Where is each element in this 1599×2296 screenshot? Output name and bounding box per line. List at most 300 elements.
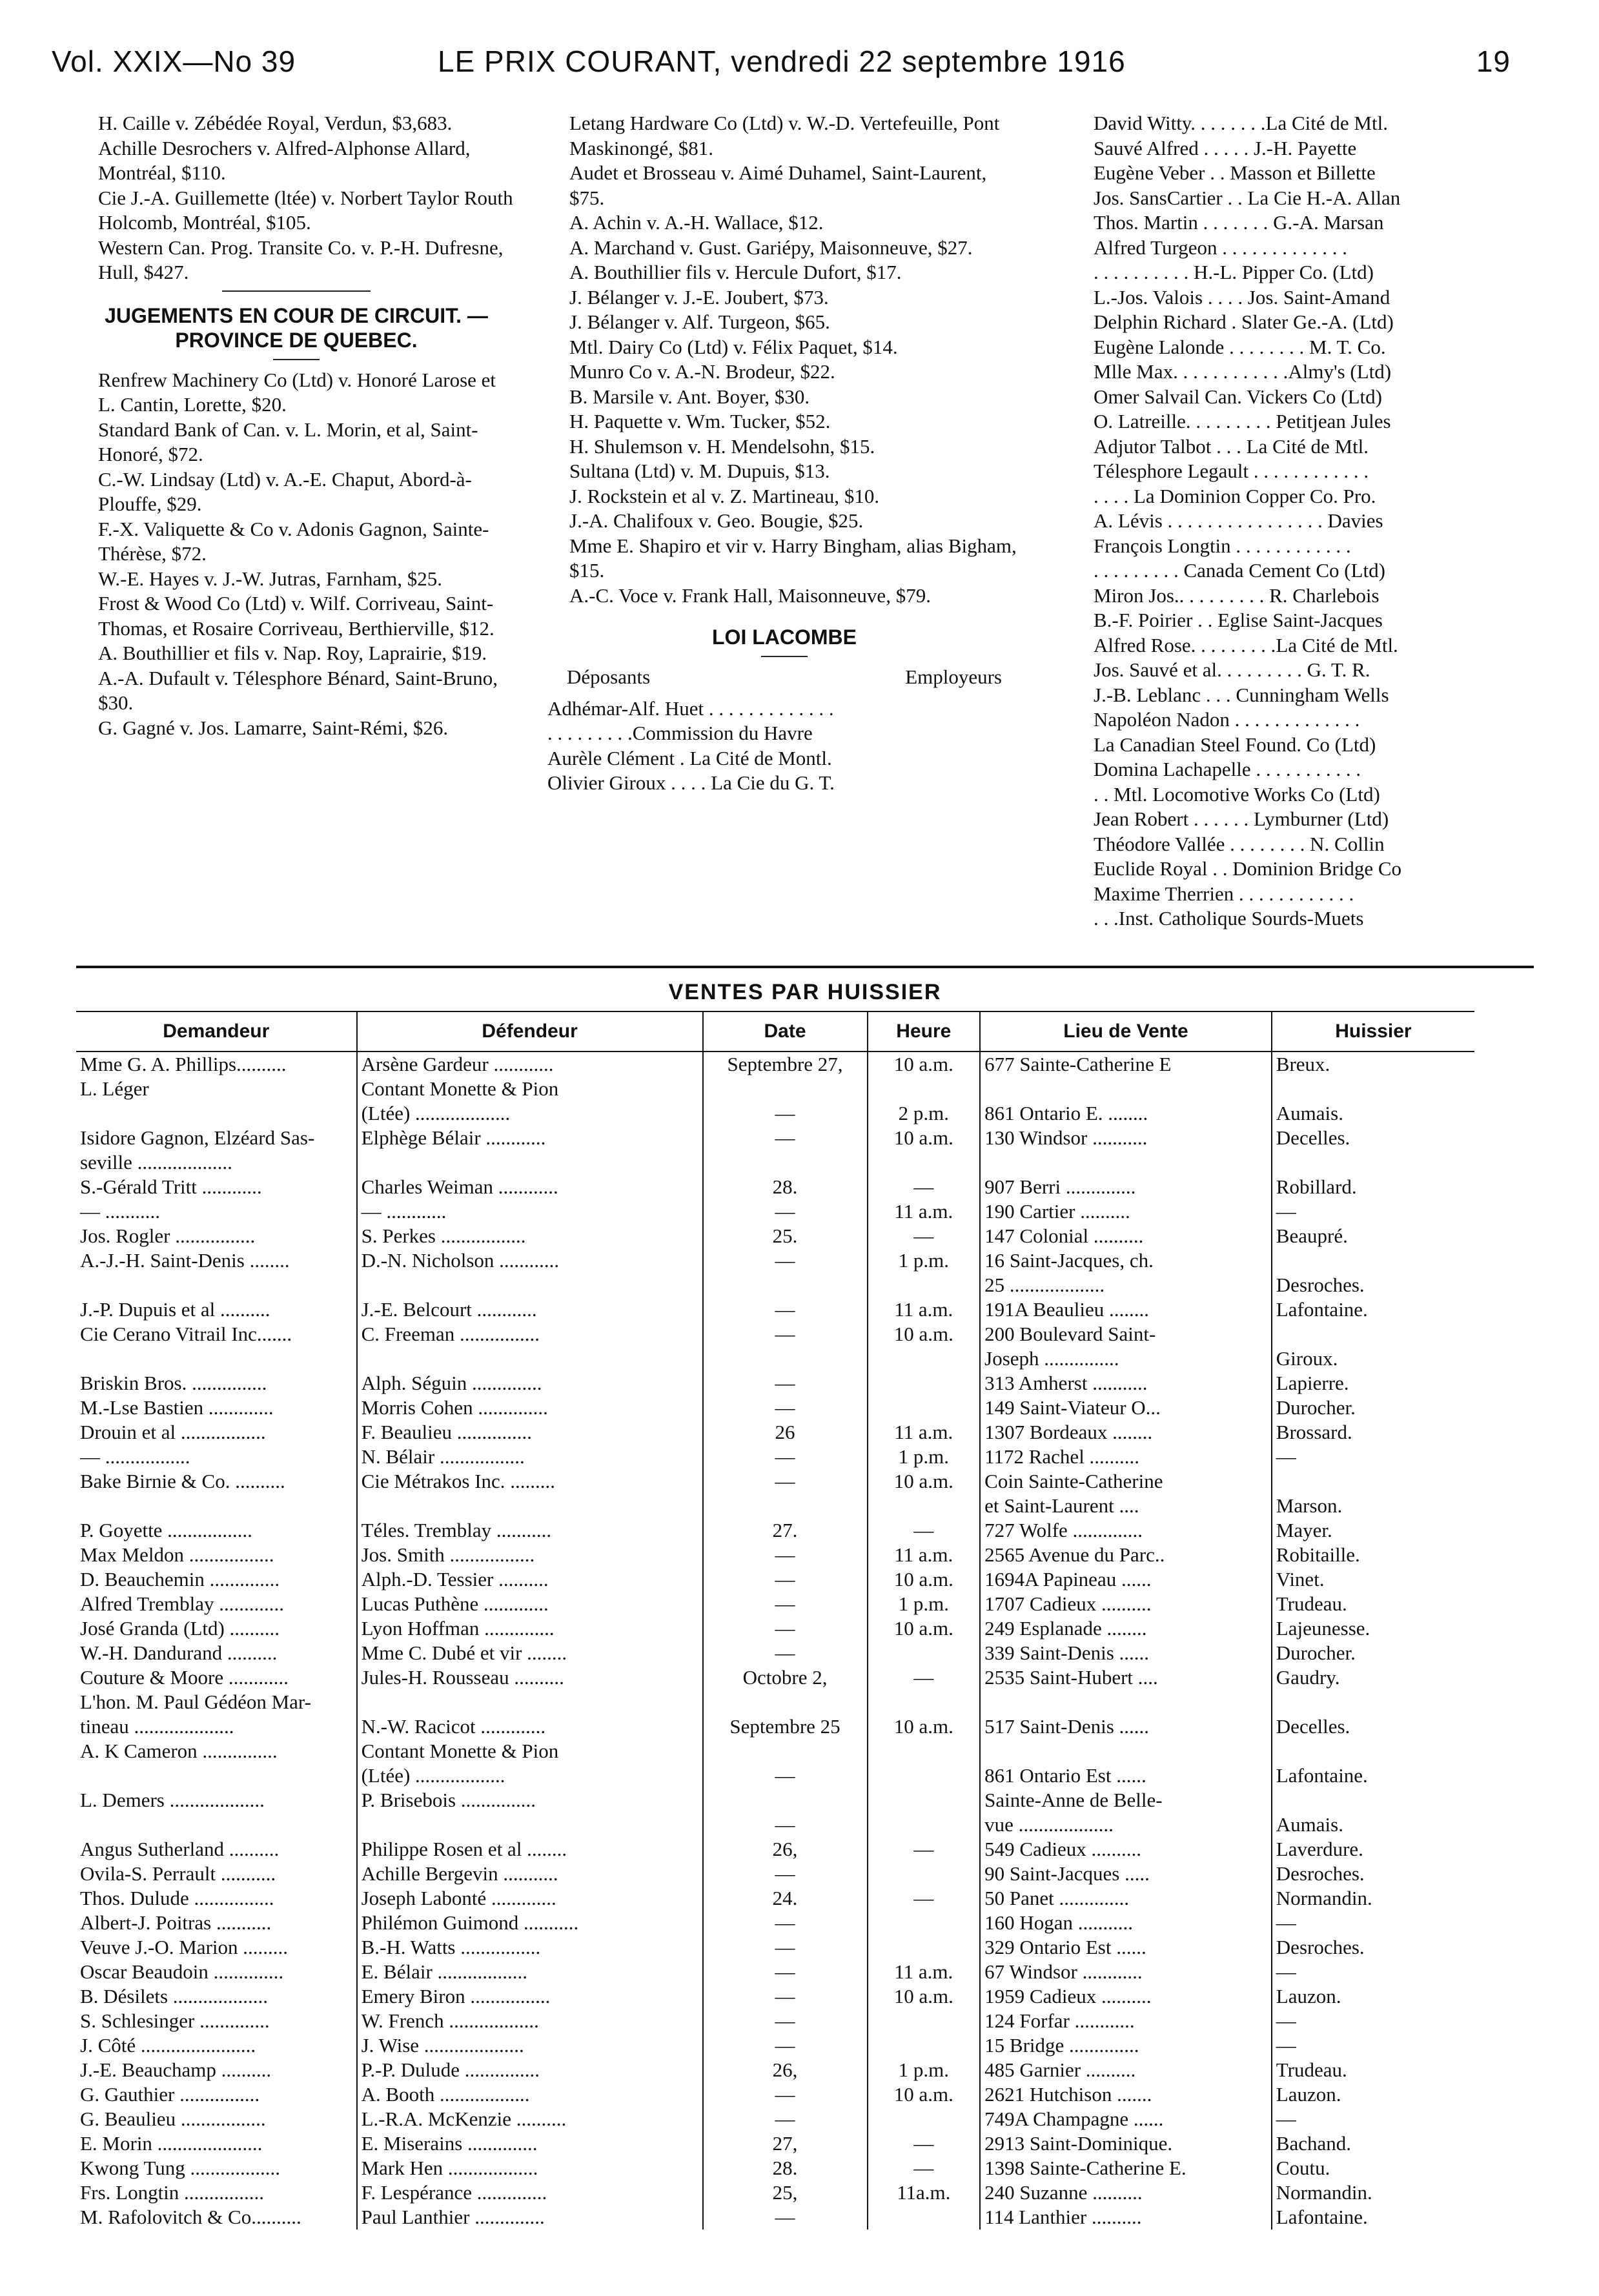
cell-defendeur: W. French .................. [357, 2009, 703, 2033]
header-demandeur: Demandeur [76, 1011, 357, 1051]
cell-defendeur [357, 1150, 703, 1175]
cell-heure: 1 p.m. [868, 1592, 981, 1616]
list-item: Jos. Sauvé et al. . . . . . . . . G. T. R. [1094, 658, 1370, 681]
cell-date: — [703, 1616, 868, 1641]
cell-defendeur: S. Perkes ................. [357, 1224, 703, 1248]
cell-heure: 10 a.m. [868, 2082, 981, 2107]
cell-huissier: Aumais. [1272, 1101, 1474, 1126]
cell-date: Septembre 25 [703, 1714, 868, 1739]
cell-date: — [703, 2082, 868, 2107]
cell-defendeur: (Ltée) .................. [357, 1763, 703, 1788]
list-item: Omer Salvail Can. Vickers Co (Ltd) [1094, 385, 1382, 408]
list-item: Renfrew Machinery Co (Ltd) v. Honoré Larose et L. Cantin, Lorette, $20. [98, 368, 496, 416]
cell-demandeur: G. Beaulieu ................. [80, 2108, 266, 2130]
cell-date: Octobre 2, [703, 1665, 868, 1690]
cell-demandeur: Angus Sutherland .......... [80, 1838, 280, 1860]
cell-defendeur: J. Wise .................... [357, 2033, 703, 2058]
list-item: O. Latreille. . . . . . . . . Petitjean Jules [1094, 410, 1391, 432]
cell-huissier: Lapierre. [1272, 1371, 1474, 1396]
ventes-header-row [76, 1011, 1474, 1051]
table-row [76, 1224, 1474, 1248]
cell-demandeur: M.-Lse Bastien ............. [80, 1396, 274, 1419]
cell-defendeur: E. Bélair .................. [357, 1960, 703, 1984]
list-item: Domina Lachapelle . . . . . . . . . . . [1094, 758, 1361, 780]
cell-lieu: 15 Bridge .............. [980, 2033, 1272, 2058]
cell-defendeur [357, 1690, 703, 1714]
cell-date [703, 1494, 868, 1518]
cell-demandeur: Couture & Moore ............ [80, 1666, 289, 1689]
cell-heure [868, 1935, 981, 1960]
table-row [76, 1199, 1474, 1224]
list-item: J. Rockstein et al v. Z. Martineau, $10. [569, 484, 880, 507]
cell-defendeur: Philémon Guimond ........... [357, 1911, 703, 1935]
table-row [76, 1346, 1474, 1371]
cell-heure: 10 a.m. [868, 1322, 981, 1346]
cell-demandeur: Frs. Longtin ................ [80, 2181, 265, 2204]
cell-heure [868, 1788, 981, 1813]
list-item: J.-B. Leblanc . . . Cunningham Wells [1094, 683, 1389, 706]
table-row [76, 2033, 1474, 2058]
cell-demandeur: Kwong Tung .................. [80, 2157, 281, 2179]
table-row [76, 2180, 1474, 2205]
cell-defendeur: Jules-H. Rousseau .......... [357, 1665, 703, 1690]
cell-defendeur: Achille Bergevin ........... [357, 1862, 703, 1886]
cell-huissier: — [1272, 1911, 1474, 1935]
table-row [76, 1420, 1474, 1445]
cell-huissier: Aumais. [1272, 1813, 1474, 1837]
cell-lieu: 1694A Papineau ...... [980, 1567, 1272, 1592]
table-row [76, 1984, 1474, 2009]
cell-heure [868, 1346, 981, 1371]
cell-demandeur: Mme G. A. Phillips.......... [80, 1053, 287, 1075]
page-number: 19 [1476, 45, 1511, 78]
cell-demandeur: A.-J.-H. Saint-Denis ........ [80, 1249, 290, 1272]
loi-lacombe-subheader [547, 665, 1021, 690]
list-item: François Longtin . . . . . . . . . . . . [1094, 534, 1351, 557]
cell-defendeur: — ............ [357, 1199, 703, 1224]
table-row [76, 1494, 1474, 1518]
cell-demandeur: José Granda (Ltd) .......... [80, 1617, 280, 1640]
cell-lieu: 50 Panet .............. [980, 1886, 1272, 1911]
cell-demandeur: — ........... [80, 1200, 160, 1223]
cell-defendeur: Alph. Séguin .............. [357, 1371, 703, 1396]
cell-date: 26, [703, 2058, 868, 2082]
list-item: Frost & Wood Co (Ltd) v. Wilf. Corriveau, Saint-Thomas, et Rosaire Corriveau, Berthierville, $12. [98, 592, 494, 640]
cell-huissier: Robitaille. [1272, 1543, 1474, 1567]
list-item: A. Lévis . . . . . . . . . . . . . . . . Davies [1094, 509, 1383, 532]
cell-defendeur: P.-P. Dulude ............... [357, 2058, 703, 2082]
cell-huissier: Trudeau. [1272, 2058, 1474, 2082]
cell-defendeur: Joseph Labonté ............. [357, 1886, 703, 1911]
cell-date [703, 1788, 868, 1813]
cell-huissier: — [1272, 1445, 1474, 1469]
cell-demandeur [76, 1346, 357, 1371]
cell-heure [868, 1641, 981, 1665]
list-item: A. Bouthillier fils v. Hercule Dufort, $17. [569, 261, 902, 283]
list-item: Eugène Veber . . Masson et Billette [1094, 161, 1376, 184]
cell-huissier: Gaudry. [1272, 1665, 1474, 1690]
cell-huissier [1272, 1690, 1474, 1714]
list-item: Eugène Lalonde . . . . . . . . M. T. Co. [1094, 335, 1386, 358]
cell-date: — [703, 1935, 868, 1960]
cell-date: — [703, 2033, 868, 2058]
list-item: L.-Jos. Valois . . . . Jos. Saint-Amand [1094, 285, 1390, 309]
employeurs-label: Employeurs [905, 665, 1002, 688]
cell-heure [868, 1077, 981, 1101]
cell-demandeur: G. Gauthier ................ [80, 2083, 260, 2106]
cell-demandeur: Bake Birnie & Co. .......... [80, 1470, 285, 1492]
divider [761, 656, 808, 657]
column-left [76, 111, 516, 740]
list-item: Standard Bank of Can. v. L. Morin, et al, Saint-Honoré, $72. [98, 418, 478, 465]
cell-demandeur: B. Désilets ................... [80, 1985, 269, 2007]
cell-lieu: 861 Ontario E. ........ [980, 1101, 1272, 1126]
table-row [76, 1518, 1474, 1543]
table-row [76, 2131, 1474, 2156]
cell-demandeur: S.-Gérald Tritt ............ [80, 1175, 262, 1198]
cell-heure [868, 1813, 981, 1837]
cell-demandeur: Veuve J.-O. Marion ......... [80, 1936, 289, 1958]
table-row [76, 1813, 1474, 1837]
cell-demandeur: Isidore Gagnon, Elzéard Sas- [80, 1126, 315, 1149]
cell-lieu: 2535 Saint-Hubert .... [980, 1665, 1272, 1690]
cell-demandeur [76, 1101, 357, 1126]
cell-lieu: 339 Saint-Denis ...... [980, 1641, 1272, 1665]
cell-defendeur: N.-W. Racicot ............. [357, 1714, 703, 1739]
list-item: J. Bélanger v. Alf. Turgeon, $65. [569, 310, 830, 333]
cell-heure: — [868, 1224, 981, 1248]
cell-huissier: Desroches. [1272, 1273, 1474, 1297]
cell-huissier: Desroches. [1272, 1935, 1474, 1960]
table-row [76, 1788, 1474, 1813]
cell-defendeur: Téles. Tremblay ........... [357, 1518, 703, 1543]
cell-huissier: — [1272, 2107, 1474, 2131]
cell-huissier: Mayer. [1272, 1518, 1474, 1543]
cell-huissier: — [1272, 1199, 1474, 1224]
cell-heure [868, 1494, 981, 1518]
list-item: . . . . . . . . . . H.-L. Pipper Co. (Ltd) [1094, 261, 1374, 283]
cell-heure [868, 2033, 981, 2058]
cell-demandeur: Thos. Dulude ................ [80, 1887, 274, 1909]
cell-defendeur: Contant Monette & Pion [357, 1739, 703, 1763]
cell-heure: 1 p.m. [868, 1445, 981, 1469]
cell-demandeur: L'hon. M. Paul Gédéon Mar- [80, 1691, 311, 1713]
cell-heure [868, 1273, 981, 1297]
header-heure: Heure [868, 1011, 981, 1051]
list-item: W.-E. Hayes v. J.-W. Jutras, Farnham, $25. [98, 567, 442, 590]
table-row [76, 1469, 1474, 1494]
cell-demandeur: S. Schlesinger .............. [80, 2009, 270, 2032]
cell-lieu: 2565 Avenue du Parc.. [980, 1543, 1272, 1567]
cell-demandeur: Drouin et al ................. [80, 1421, 266, 1443]
cell-demandeur: Oscar Beaudoin .............. [80, 1960, 284, 1983]
cell-lieu: 2913 Saint-Dominique. [980, 2131, 1272, 2156]
ventes-table [76, 1011, 1474, 2230]
list-item: G. Gagné v. Jos. Lamarre, Saint-Rémi, $26. [98, 716, 449, 739]
cell-date [703, 1739, 868, 1763]
cell-lieu: 727 Wolfe .............. [980, 1518, 1272, 1543]
circuit-court-heading: JUGEMENTS EN COUR DE CIRCUIT. — PROVINCE DE QUEBEC. [105, 303, 488, 352]
ventes-body [76, 1051, 1474, 2230]
cell-lieu: Coin Sainte-Catherine [980, 1469, 1272, 1494]
cell-lieu: 861 Ontario Est ...... [980, 1763, 1272, 1788]
cell-huissier: Decelles. [1272, 1126, 1474, 1150]
cell-huissier: — [1272, 2033, 1474, 2058]
cell-huissier: Durocher. [1272, 1641, 1474, 1665]
section-divider [76, 966, 1534, 968]
cell-defendeur: Lyon Hoffman .............. [357, 1616, 703, 1641]
list-item: David Witty. . . . . . . .La Cité de Mtl. [1094, 112, 1388, 134]
cell-heure: 10 a.m. [868, 1126, 981, 1150]
list-item: Napoléon Nadon . . . . . . . . . . . . . [1094, 708, 1360, 731]
cell-huissier: Lajeunesse. [1272, 1616, 1474, 1641]
cell-date: — [703, 2205, 868, 2230]
cell-defendeur [357, 1346, 703, 1371]
table-row [76, 1665, 1474, 1690]
circuit-judgments-list [76, 368, 516, 741]
cell-defendeur: D.-N. Nicholson ............ [357, 1248, 703, 1273]
table-row [76, 1273, 1474, 1297]
table-row [76, 1150, 1474, 1175]
list-item: Jean Robert . . . . . . Lymburner (Ltd) [1094, 808, 1389, 830]
cell-demandeur: L. Léger [80, 1077, 149, 1100]
cell-lieu: 677 Sainte-Catherine E [980, 1051, 1272, 1077]
cell-huissier: Normandin. [1272, 1886, 1474, 1911]
list-item: . . Mtl. Locomotive Works Co (Ltd) [1094, 782, 1380, 806]
list-item: Western Can. Prog. Transite Co. v. P.-H. Dufresne, Hull, $427. [98, 236, 504, 283]
cell-huissier: Lafontaine. [1272, 1297, 1474, 1322]
loi-lacombe-continued-list [1094, 111, 1533, 931]
cell-defendeur: Emery Biron ................ [357, 1984, 703, 2009]
cell-lieu: 16 Saint-Jacques, ch. [980, 1248, 1272, 1273]
cell-date: — [703, 1297, 868, 1322]
header-lieu: Lieu de Vente [980, 1011, 1272, 1051]
cell-lieu: 907 Berri .............. [980, 1175, 1272, 1199]
list-item: Aurèle Clément . La Cité de Montl. [547, 746, 832, 769]
cell-lieu [980, 1690, 1272, 1714]
cell-heure: 10 a.m. [868, 1567, 981, 1592]
deposants-label: Déposants [567, 665, 651, 688]
cell-lieu: 114 Lanthier .......... [980, 2205, 1272, 2230]
list-item: La Canadian Steel Found. Co (Ltd) [1094, 733, 1376, 756]
list-item: Letang Hardware Co (Ltd) v. W.-D. Vertefeuille, Pont Maskinongé, $81. [569, 112, 1000, 159]
cell-date: — [703, 1543, 868, 1567]
cell-defendeur: Arsène Gardeur ............ [357, 1051, 703, 1077]
cell-date: — [703, 1469, 868, 1494]
cell-huissier [1272, 1469, 1474, 1494]
list-item: Sultana (Ltd) v. M. Dupuis, $13. [569, 460, 830, 482]
cell-heure: 11 a.m. [868, 1420, 981, 1445]
cell-heure: 10 a.m. [868, 1984, 981, 2009]
cell-demandeur [76, 1494, 357, 1518]
cell-huissier: Normandin. [1272, 2180, 1474, 2205]
cell-lieu: 1398 Sainte-Catherine E. [980, 2156, 1272, 2180]
list-item: Adhémar-Alf. Huet . . . . . . . . . . . . . [547, 696, 834, 720]
list-item: Alfred Rose. . . . . . . . .La Cité de Mtl. [1094, 633, 1398, 656]
header-date: Date [703, 1011, 868, 1051]
cell-huissier [1272, 1150, 1474, 1175]
cell-huissier: Marson. [1272, 1494, 1474, 1518]
cell-demandeur: P. Goyette ................. [80, 1519, 252, 1541]
cell-huissier: Beaupré. [1272, 1224, 1474, 1248]
cell-demandeur: Albert-J. Poitras ........... [80, 1911, 272, 1934]
cell-lieu: 240 Suzanne .......... [980, 2180, 1272, 2205]
cell-defendeur: Elphège Bélair ............ [357, 1126, 703, 1150]
loi-lacombe-heading: LOI LACOMBE [712, 625, 857, 649]
cell-date: 26 [703, 1420, 868, 1445]
cell-huissier: Coutu. [1272, 2156, 1474, 2180]
table-row [76, 2009, 1474, 2033]
volume-label: Vol. XXIX—No 39 [52, 45, 296, 78]
list-item: H. Caille v. Zébédée Royal, Verdun, $3,683. [98, 112, 453, 134]
table-row [76, 1567, 1474, 1592]
cell-date: — [703, 1199, 868, 1224]
cell-huissier: Breux. [1272, 1051, 1474, 1077]
cell-demandeur: J.-E. Beauchamp .......... [80, 2058, 272, 2081]
publication-title: LE PRIX COURANT, vendredi 22 septembre 1916 [438, 45, 1126, 78]
cell-demandeur: Briskin Bros. ............... [80, 1372, 267, 1394]
cell-huissier [1272, 1788, 1474, 1813]
cell-demandeur: Jos. Rogler ................ [80, 1224, 256, 1247]
list-item: H. Shulemson v. H. Mendelsohn, $15. [569, 434, 875, 458]
list-item: A. Bouthillier et fils v. Nap. Roy, Laprairie, $19. [98, 642, 487, 664]
list-item: H. Paquette v. Wm. Tucker, $52. [569, 410, 831, 432]
list-item: Jos. SansCartier . . La Cie H.-A. Allan [1094, 186, 1401, 209]
list-item: Mme E. Shapiro et vir v. Harry Bingham, alias Bigham, $15. [569, 534, 1017, 582]
cell-heure: — [868, 1518, 981, 1543]
cell-lieu: 1707 Cadieux .......... [980, 1592, 1272, 1616]
table-row [76, 1641, 1474, 1665]
divider [222, 290, 371, 292]
cell-lieu [980, 1077, 1272, 1101]
cell-defendeur: B.-H. Watts ................ [357, 1935, 703, 1960]
list-item: Adjutor Talbot . . . La Cité de Mtl. [1094, 434, 1369, 458]
header-huissier: Huissier [1272, 1011, 1474, 1051]
cell-defendeur [357, 1813, 703, 1837]
cell-defendeur [357, 1494, 703, 1518]
cell-heure [868, 2107, 981, 2131]
cell-heure [868, 1763, 981, 1788]
table-row [76, 1126, 1474, 1150]
cell-demandeur [76, 1813, 357, 1837]
cell-heure: 10 a.m. [868, 1616, 981, 1641]
list-item: Alfred Turgeon . . . . . . . . . . . . . [1094, 236, 1347, 259]
column-right [1094, 111, 1533, 931]
table-row [76, 2156, 1474, 2180]
table-row [76, 1837, 1474, 1862]
cell-huissier: Lauzon. [1272, 1984, 1474, 2009]
list-item: . . . . La Dominion Copper Co. Pro. [1094, 484, 1376, 507]
cell-defendeur: J.-E. Belcourt ............ [357, 1297, 703, 1322]
list-item: Maxime Therrien . . . . . . . . . . . . [1094, 882, 1354, 905]
cell-heure [868, 1911, 981, 1935]
table-row [76, 2058, 1474, 2082]
list-item: Olivier Giroux . . . . La Cie du G. T. [547, 771, 835, 794]
list-item: J. Bélanger v. J.-E. Joubert, $73. [569, 285, 829, 309]
cell-heure: 1 p.m. [868, 1248, 981, 1273]
cell-heure: 10 a.m. [868, 1469, 981, 1494]
table-row [76, 1396, 1474, 1420]
cell-defendeur: Lucas Puthène ............. [357, 1592, 703, 1616]
cell-lieu: 249 Esplanade ........ [980, 1616, 1272, 1641]
cell-demandeur: Cie Cerano Vitrail Inc....... [80, 1323, 292, 1345]
table-row [76, 1886, 1474, 1911]
cell-defendeur: P. Brisebois ............... [357, 1788, 703, 1813]
cell-defendeur: Alph.-D. Tessier .......... [357, 1567, 703, 1592]
list-item: Achille Desrochers v. Alfred-Alphonse Allard, Montréal, $110. [98, 136, 471, 184]
cell-lieu: 190 Cartier .......... [980, 1199, 1272, 1224]
cell-date [703, 1077, 868, 1101]
cell-date: — [703, 1445, 868, 1469]
table-row [76, 1616, 1474, 1641]
column-middle [547, 111, 1021, 796]
cell-heure: 2 p.m. [868, 1101, 981, 1126]
table-row [76, 2082, 1474, 2107]
list-item: Euclide Royal . . Dominion Bridge Co [1094, 857, 1402, 880]
cell-demandeur [76, 1273, 357, 1297]
cell-defendeur: F. Beaulieu ............... [357, 1420, 703, 1445]
cell-defendeur: Philippe Rosen et al ........ [357, 1837, 703, 1862]
cell-defendeur: N. Bélair ................. [357, 1445, 703, 1469]
cell-heure: 11 a.m. [868, 1297, 981, 1322]
cell-huissier: Laverdure. [1272, 1837, 1474, 1862]
cell-lieu: 147 Colonial .......... [980, 1224, 1272, 1248]
table-row [76, 1714, 1474, 1739]
table-row [76, 1077, 1474, 1101]
page-header [52, 37, 1523, 83]
cell-date: — [703, 1641, 868, 1665]
cell-defendeur: Contant Monette & Pion [357, 1077, 703, 1101]
table-row [76, 2107, 1474, 2131]
cell-defendeur: L.-R.A. McKenzie .......... [357, 2107, 703, 2131]
cell-heure: 10 a.m. [868, 1714, 981, 1739]
cell-date [703, 1346, 868, 1371]
cell-huissier: Vinet. [1272, 1567, 1474, 1592]
cell-lieu: 67 Windsor ............ [980, 1960, 1272, 1984]
cell-defendeur: E. Miserains .............. [357, 2131, 703, 2156]
cell-lieu: 124 Forfar ............ [980, 2009, 1272, 2033]
list-item: Munro Co v. A.-N. Brodeur, $22. [569, 360, 835, 383]
cell-huissier [1272, 1077, 1474, 1101]
cell-defendeur: F. Lespérance .............. [357, 2180, 703, 2205]
divider [273, 359, 320, 360]
cell-huissier [1272, 1739, 1474, 1763]
cell-date: Septembre 27, [703, 1051, 868, 1077]
cell-lieu: 313 Amherst ........... [980, 1371, 1272, 1396]
cell-defendeur: Cie Métrakos Inc. ......... [357, 1469, 703, 1494]
list-item: Télesphore Legault . . . . . . . . . . . . [1094, 460, 1369, 482]
list-item: Delphin Richard . Slater Ge.-A. (Ltd) [1094, 310, 1394, 333]
cell-heure: — [868, 2156, 981, 2180]
list-item: C.-W. Lindsay (Ltd) v. A.-E. Chaput, Abord-à-Plouffe, $29. [98, 467, 472, 515]
cell-date: 25, [703, 2180, 868, 2205]
cell-demandeur: J.-P. Dupuis et al .......... [80, 1298, 270, 1321]
cell-lieu: Joseph ............... [980, 1346, 1272, 1371]
cell-date: — [703, 1862, 868, 1886]
table-row [76, 1248, 1474, 1273]
list-item: Mlle Max. . . . . . . . . . . .Almy's (Ltd) [1094, 360, 1392, 383]
cell-heure [868, 1396, 981, 1420]
table-row [76, 1371, 1474, 1396]
table-row [76, 1911, 1474, 1935]
cell-heure: 11a.m. [868, 2180, 981, 2205]
cell-defendeur: Paul Lanthier .............. [357, 2205, 703, 2230]
cell-huissier: — [1272, 1960, 1474, 1984]
cell-heure: 11 a.m. [868, 1960, 981, 1984]
cell-huissier: Lafontaine. [1272, 2205, 1474, 2230]
cell-date: 27, [703, 2131, 868, 2156]
cell-lieu: et Saint-Laurent .... [980, 1494, 1272, 1518]
